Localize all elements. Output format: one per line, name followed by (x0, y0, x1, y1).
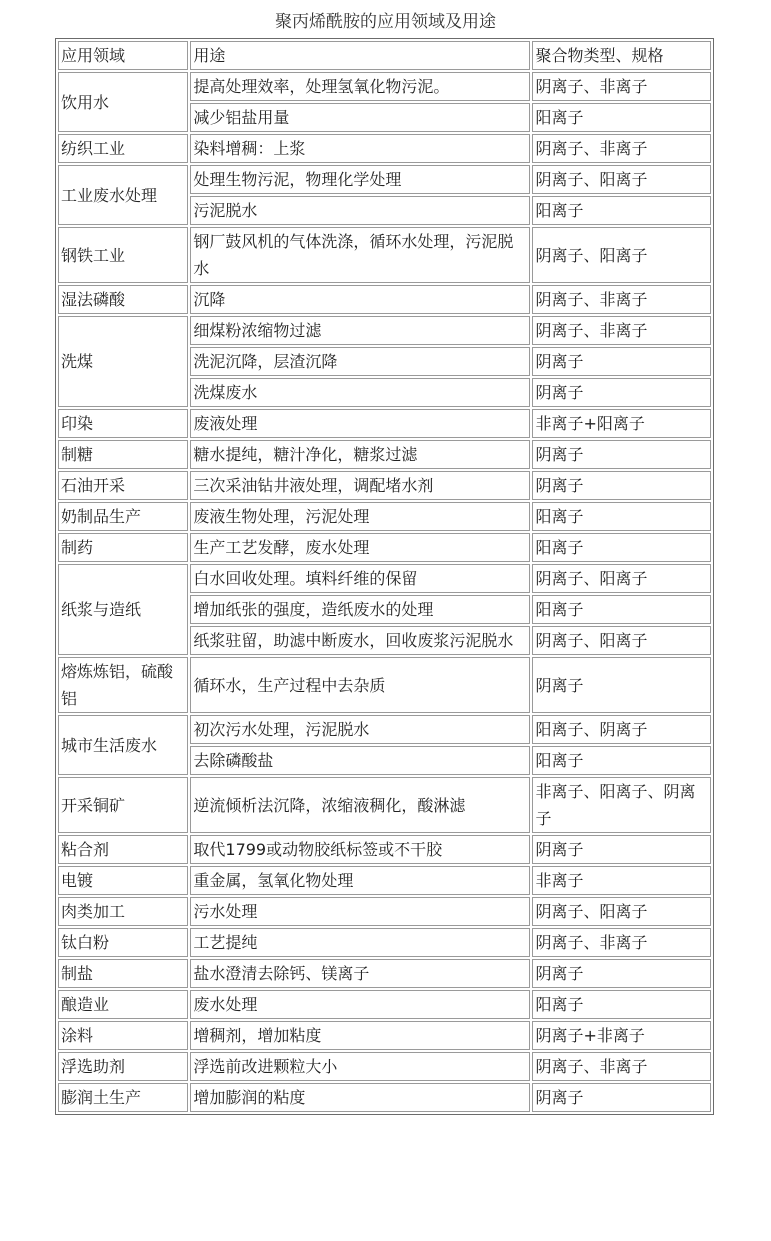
header-polymer-type: 聚合物类型、规格 (532, 41, 711, 70)
cell-polymer-type: 阴离子 (532, 1083, 711, 1112)
cell-usage: 废水处理 (190, 990, 530, 1019)
cell-polymer-type: 阴离子、阳离子 (532, 897, 711, 926)
table-row (58, 1052, 711, 1081)
table-row (58, 440, 711, 469)
cell-polymer-type: 阴离子、阳离子 (532, 564, 711, 593)
cell-field: 饮用水 (58, 72, 188, 132)
header-field: 应用领域 (58, 41, 188, 70)
table-row (58, 134, 711, 163)
table-row (58, 564, 711, 593)
table-row (58, 471, 711, 500)
cell-polymer-type: 阳离子 (532, 103, 711, 132)
cell-field: 涂料 (58, 1021, 188, 1050)
cell-usage: 沉降 (190, 285, 530, 314)
cell-usage: 初次污水处理，污泥脱水 (190, 715, 530, 744)
table-row (58, 165, 711, 194)
cell-polymer-type: 阳离子 (532, 533, 711, 562)
cell-field: 粘合剂 (58, 835, 188, 864)
cell-polymer-type: 非离子、阳离子、阴离子 (532, 777, 711, 833)
table-header-row (58, 41, 711, 70)
table-row (58, 835, 711, 864)
cell-field: 制药 (58, 533, 188, 562)
application-table-container (55, 38, 714, 1115)
cell-polymer-type: 阴离子、非离子 (532, 928, 711, 957)
table-row (58, 285, 711, 314)
cell-usage: 钢厂鼓风机的气体洗涤，循环水处理，污泥脱水 (190, 227, 530, 283)
table-row (58, 72, 711, 101)
table-row (58, 657, 711, 713)
cell-polymer-type: 阳离子 (532, 595, 711, 624)
cell-usage: 废液生物处理，污泥处理 (190, 502, 530, 531)
cell-polymer-type: 阴离子 (532, 440, 711, 469)
table-row (58, 990, 711, 1019)
cell-usage: 洗煤废水 (190, 378, 530, 407)
cell-usage: 处理生物污泥，物理化学处理 (190, 165, 530, 194)
header-usage: 用途 (190, 41, 530, 70)
cell-usage: 工艺提纯 (190, 928, 530, 957)
cell-usage: 增稠剂，增加粘度 (190, 1021, 530, 1050)
cell-field: 肉类加工 (58, 897, 188, 926)
cell-polymer-type: 阴离子、阳离子 (532, 626, 711, 655)
table-row (58, 928, 711, 957)
cell-field: 钢铁工业 (58, 227, 188, 283)
cell-field: 奶制品生产 (58, 502, 188, 531)
cell-polymer-type: 非离子+阳离子 (532, 409, 711, 438)
cell-usage: 减少铝盐用量 (190, 103, 530, 132)
table-row (58, 715, 711, 744)
cell-field: 印染 (58, 409, 188, 438)
cell-field: 纸浆与造纸 (58, 564, 188, 655)
table-row (58, 959, 711, 988)
cell-usage: 去除磷酸盐 (190, 746, 530, 775)
cell-usage: 洗泥沉降，层渣沉降 (190, 347, 530, 376)
cell-polymer-type: 阴离子 (532, 378, 711, 407)
cell-usage: 逆流倾析法沉降，浓缩液稠化，酸淋滤 (190, 777, 530, 833)
cell-usage: 三次采油钻井液处理，调配堵水剂 (190, 471, 530, 500)
cell-polymer-type: 阴离子 (532, 657, 711, 713)
cell-polymer-type: 阴离子 (532, 471, 711, 500)
page-title: 聚丙烯酰胺的应用领域及用途 (275, 12, 496, 32)
cell-polymer-type: 阳离子 (532, 502, 711, 531)
cell-polymer-type: 阳离子 (532, 990, 711, 1019)
cell-usage: 提高处理效率，处理氢氧化物污泥。 (190, 72, 530, 101)
cell-field: 工业废水处理 (58, 165, 188, 225)
cell-usage: 重金属，氢氧化物处理 (190, 866, 530, 895)
cell-usage: 生产工艺发酵，废水处理 (190, 533, 530, 562)
cell-field: 膨润土生产 (58, 1083, 188, 1112)
cell-field: 纺织工业 (58, 134, 188, 163)
table-row (58, 777, 711, 833)
cell-usage: 染料增稠：上浆 (190, 134, 530, 163)
cell-field: 制盐 (58, 959, 188, 988)
cell-field: 电镀 (58, 866, 188, 895)
cell-usage: 细煤粉浓缩物过滤 (190, 316, 530, 345)
cell-polymer-type: 阴离子+非离子 (532, 1021, 711, 1050)
cell-field: 湿法磷酸 (58, 285, 188, 314)
table-row (58, 533, 711, 562)
table-row (58, 227, 711, 283)
cell-polymer-type: 阴离子、非离子 (532, 134, 711, 163)
cell-polymer-type: 阴离子 (532, 959, 711, 988)
cell-polymer-type: 阴离子、非离子 (532, 316, 711, 345)
cell-polymer-type: 阴离子、阳离子 (532, 227, 711, 283)
cell-field: 制糖 (58, 440, 188, 469)
cell-polymer-type: 阴离子 (532, 835, 711, 864)
table-body (58, 41, 711, 1112)
cell-usage: 白水回收处理。填料纤维的保留 (190, 564, 530, 593)
table-row (58, 409, 711, 438)
cell-usage: 纸浆驻留，助滤中断废水，回收废浆污泥脱水 (190, 626, 530, 655)
cell-polymer-type: 阳离子 (532, 746, 711, 775)
table-row (58, 1021, 711, 1050)
cell-polymer-type: 阴离子、非离子 (532, 285, 711, 314)
cell-usage: 循环水，生产过程中去杂质 (190, 657, 530, 713)
cell-polymer-type: 阴离子 (532, 347, 711, 376)
cell-usage: 废液处理 (190, 409, 530, 438)
table-row (58, 316, 711, 345)
cell-field: 洗煤 (58, 316, 188, 407)
cell-usage: 污泥脱水 (190, 196, 530, 225)
cell-field: 石油开采 (58, 471, 188, 500)
table-row (58, 502, 711, 531)
cell-field: 酿造业 (58, 990, 188, 1019)
cell-usage: 浮选前改进颗粒大小 (190, 1052, 530, 1081)
cell-polymer-type: 非离子 (532, 866, 711, 895)
cell-usage: 糖水提纯，糖汁净化，糖浆过滤 (190, 440, 530, 469)
cell-usage: 污水处理 (190, 897, 530, 926)
cell-usage: 增加膨润的粘度 (190, 1083, 530, 1112)
cell-polymer-type: 阴离子、阳离子 (532, 165, 711, 194)
cell-polymer-type: 阴离子、非离子 (532, 1052, 711, 1081)
cell-polymer-type: 阳离子 (532, 196, 711, 225)
cell-field: 熔炼炼铝，硫酸铝 (58, 657, 188, 713)
cell-polymer-type: 阳离子、阴离子 (532, 715, 711, 744)
cell-field: 浮选助剂 (58, 1052, 188, 1081)
cell-usage: 取代1799或动物胶纸标签或不干胶 (190, 835, 530, 864)
cell-field: 钛白粉 (58, 928, 188, 957)
cell-field: 开采铜矿 (58, 777, 188, 833)
table-row (58, 897, 711, 926)
application-table (55, 38, 714, 1115)
table-row (58, 866, 711, 895)
cell-usage: 盐水澄清去除钙、镁离子 (190, 959, 530, 988)
cell-field: 城市生活废水 (58, 715, 188, 775)
cell-usage: 增加纸张的强度，造纸废水的处理 (190, 595, 530, 624)
table-row (58, 1083, 711, 1112)
cell-polymer-type: 阴离子、非离子 (532, 72, 711, 101)
